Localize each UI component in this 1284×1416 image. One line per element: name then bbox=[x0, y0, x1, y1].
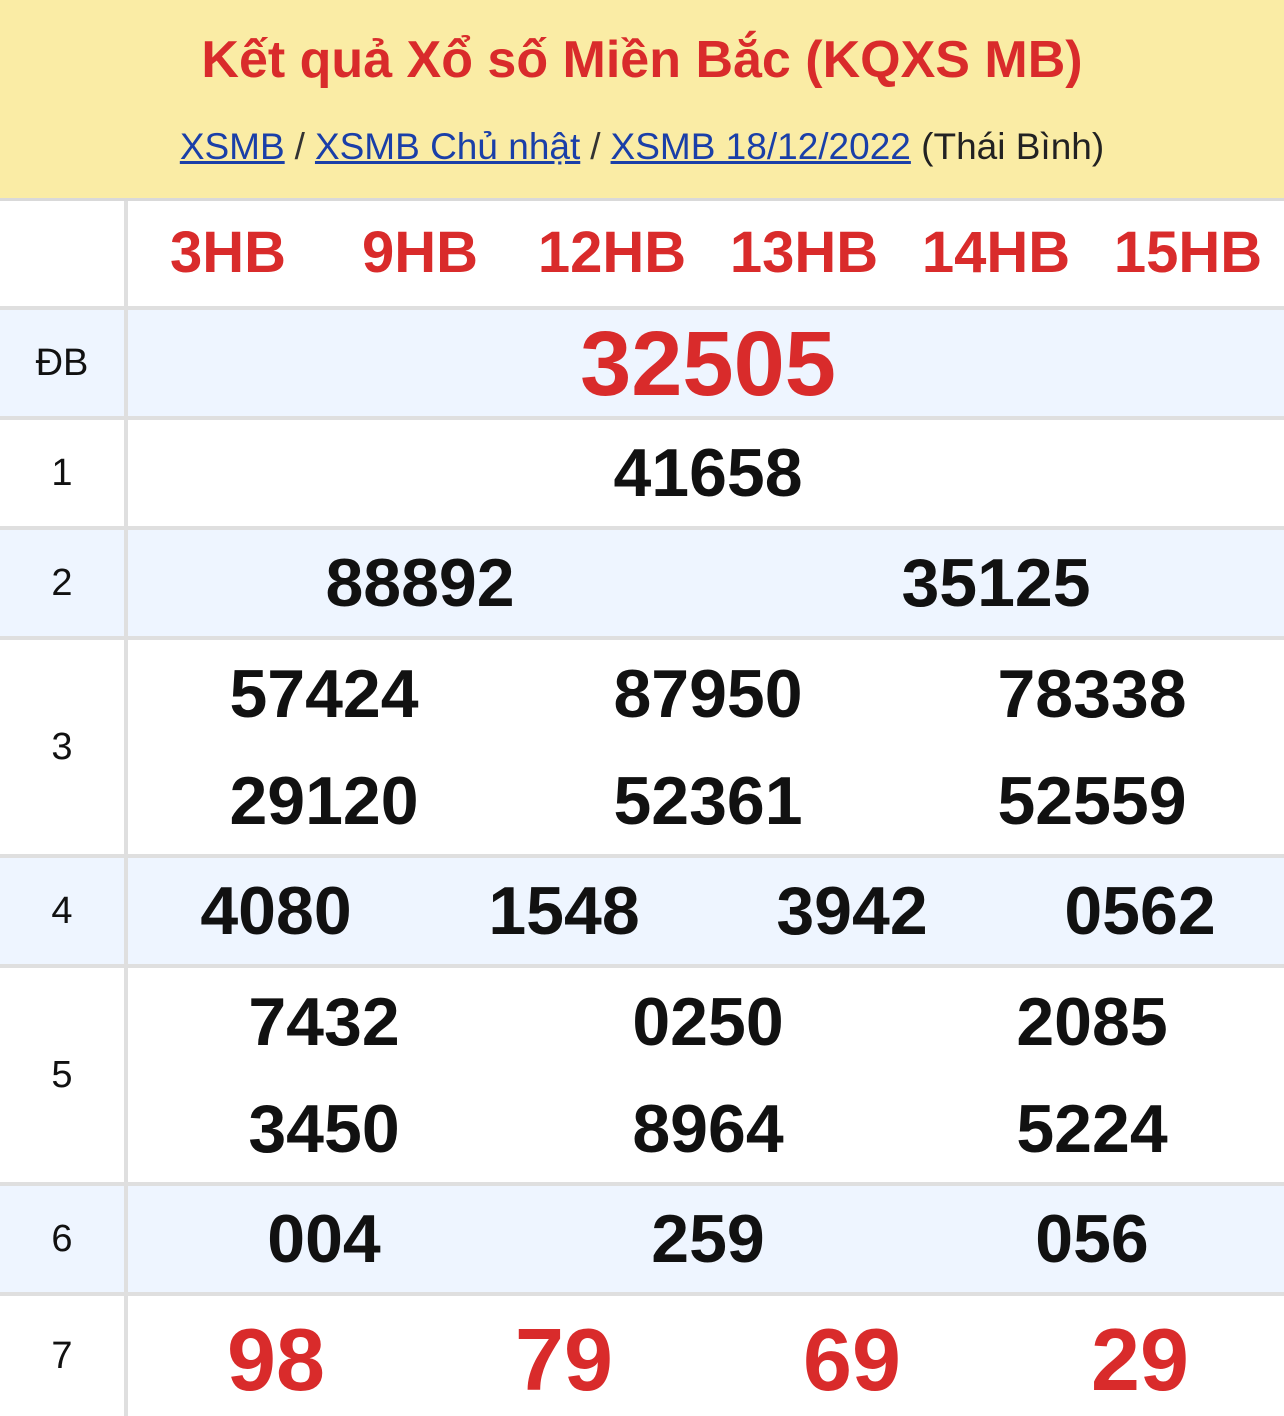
prize-row-4 bbox=[0, 858, 1284, 968]
prize-label: 6 bbox=[0, 1186, 128, 1292]
prize-number: 78338 bbox=[997, 656, 1187, 732]
prize-label: 2 bbox=[0, 530, 128, 636]
prize-number: 35125 bbox=[901, 545, 1091, 621]
breadcrumb-link-date[interactable]: XSMB 18/12/2022 bbox=[610, 126, 911, 167]
ticket-code: 13HB bbox=[729, 220, 879, 285]
prize-number: 3450 bbox=[248, 1091, 400, 1167]
special-prize-number: 32505 bbox=[580, 313, 836, 415]
codes-row bbox=[0, 201, 1284, 310]
breadcrumb-separator: / bbox=[590, 126, 601, 167]
breadcrumb-separator: / bbox=[294, 126, 305, 167]
ticket-code: 15HB bbox=[1113, 220, 1263, 285]
prize-label: 1 bbox=[0, 420, 128, 526]
breadcrumb bbox=[0, 124, 1284, 170]
prize-number: 88892 bbox=[325, 545, 515, 621]
prize-number: 5224 bbox=[1016, 1091, 1168, 1167]
prize-number: 004 bbox=[267, 1201, 381, 1277]
prize-row-special bbox=[0, 310, 1284, 420]
prize-label: 5 bbox=[0, 968, 128, 1182]
prize-number: 2085 bbox=[1016, 984, 1168, 1060]
prize-number: 69 bbox=[803, 1310, 901, 1409]
ticket-code: 14HB bbox=[921, 220, 1071, 285]
prize-row-7 bbox=[0, 1296, 1284, 1416]
prize-row-3 bbox=[0, 640, 1284, 858]
prize-number: 056 bbox=[1035, 1201, 1149, 1277]
ticket-code: 9HB bbox=[361, 220, 479, 285]
prize-number: 3942 bbox=[776, 873, 928, 949]
prize-row-2 bbox=[0, 530, 1284, 640]
prize-number: 0562 bbox=[1064, 873, 1216, 949]
prize-number: 29120 bbox=[229, 763, 419, 839]
prize-label: 7 bbox=[0, 1296, 128, 1416]
prize-number: 57424 bbox=[229, 656, 419, 732]
prize-label: ĐB bbox=[0, 310, 128, 416]
ticket-code: 12HB bbox=[537, 220, 687, 285]
prize-number: 98 bbox=[227, 1310, 325, 1409]
prize-row-5 bbox=[0, 968, 1284, 1186]
prize-number: 259 bbox=[651, 1201, 765, 1277]
prize-number: 52559 bbox=[997, 763, 1187, 839]
prize-number: 8964 bbox=[632, 1091, 784, 1167]
page-header bbox=[0, 0, 1284, 198]
page-title: Kết quả Xổ số Miền Bắc (KQXS MB) bbox=[201, 31, 1083, 89]
results-table bbox=[0, 198, 1284, 1409]
codes-label-cell bbox=[0, 201, 128, 306]
prize-label: 3 bbox=[0, 640, 128, 854]
breadcrumb-province: (Thái Bình) bbox=[921, 126, 1105, 167]
prize-number: 87950 bbox=[613, 656, 803, 732]
prize-number: 0250 bbox=[632, 984, 784, 1060]
breadcrumb-link-sunday[interactable]: XSMB Chủ nhật bbox=[314, 126, 581, 167]
prize-row-6 bbox=[0, 1186, 1284, 1296]
prize-number: 7432 bbox=[248, 984, 400, 1060]
prize-label: 4 bbox=[0, 858, 128, 964]
prize-number: 79 bbox=[515, 1310, 613, 1409]
prize-number: 41658 bbox=[613, 435, 803, 511]
prize-number: 4080 bbox=[200, 873, 352, 949]
prize-number: 29 bbox=[1091, 1310, 1189, 1409]
ticket-code: 3HB bbox=[169, 220, 287, 285]
prize-row-1 bbox=[0, 420, 1284, 530]
breadcrumb-link-xsmb[interactable]: XSMB bbox=[179, 126, 285, 167]
prize-number: 1548 bbox=[488, 873, 640, 949]
prize-number: 52361 bbox=[613, 763, 803, 839]
